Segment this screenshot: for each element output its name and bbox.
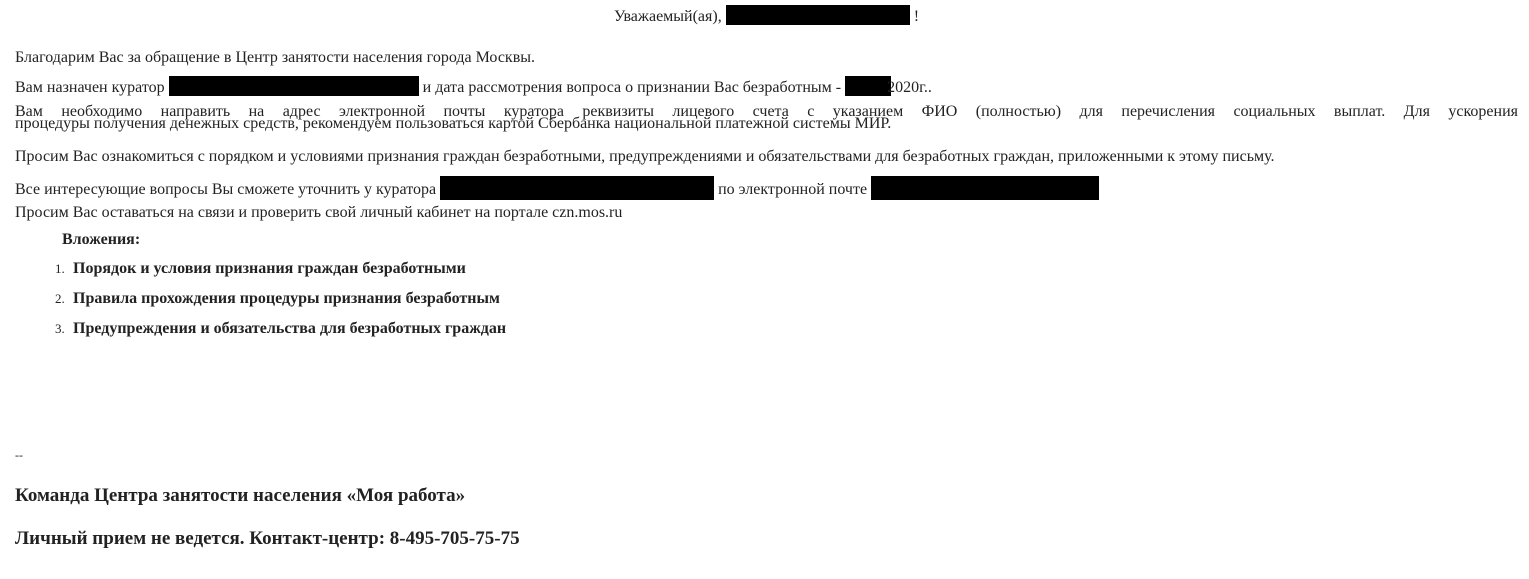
paragraph-thanks [15,49,1518,67]
attachments-title: Вложения: [62,231,141,248]
attachment-number: 2. [55,291,65,306]
redacted-review-date [845,76,891,96]
signature-separator: -- [15,448,23,462]
questions-middle-text: по электронной почте [718,181,868,198]
redacted-curator-name-2 [440,176,714,200]
paragraph-curator [15,76,1518,97]
paragraph-familiarize [15,148,1518,166]
attachment-label[interactable]: Предупреждения и обязательства для безработных граждан [73,320,507,337]
curator-middle-text: и дата рассмотрения вопроса о признании Вас безработным - [422,79,842,96]
attachment-number: 1. [55,261,65,276]
paragraph-thanks-text: Благодарим Вас за обращение в Центр занятости населения города Москвы. [15,49,536,66]
paragraph-questions [15,176,1518,200]
redacted-recipient-name [726,5,910,25]
account-text-line-2: процедуры получения денежных средств, рекомендуем пользоваться картой Сбербанка национальной платежной системы МИР. [15,115,892,132]
signature-contact: Личный прием не ведется. Контакт-центр: 8-495-705-75-75 [15,528,520,549]
paragraph-account [15,103,1518,132]
attachments-list [55,259,506,349]
attachment-item[interactable] [55,259,506,289]
greeting-suffix: ! [913,8,920,25]
curator-prefix-text: Вам назначен куратор [15,79,165,96]
account-text-line-1: Вам необходимо направить на адрес электронной почты куратора реквизиты лицевого счета с указанием ФИО (полностью) для перечисления социальных выплат. Для ускорения [15,103,1518,120]
attachment-label[interactable]: Правила прохождения процедуры признания безработным [73,290,500,307]
questions-prefix-text: Все интересующие вопросы Вы сможете уточнить у куратора [15,181,437,198]
greeting-line [15,5,1518,27]
attachment-item[interactable] [55,319,506,349]
curator-suffix-text: 2020г.. [887,79,932,96]
attachment-number: 3. [55,321,65,336]
signature-team: Команда Центра занятости населения «Моя работа» [15,485,466,506]
paragraph-contact [15,204,1518,222]
familiarize-text: Просим Вас ознакомиться с порядком и условиями признания граждан безработными, предупреждениями и обязательствами для безработных граждан, приложенными к этому письму. [15,148,1275,165]
attachment-item[interactable] [55,289,506,319]
redacted-curator-email [871,176,1099,200]
greeting-prefix: Уважаемый(ая), [613,8,722,25]
redacted-curator-name [169,76,419,96]
contact-text: Просим Вас оставаться на связи и проверить свой личный кабинет на портале czn.mos.ru [15,204,623,221]
attachment-label[interactable]: Порядок и условия признания граждан безработными [73,260,466,277]
